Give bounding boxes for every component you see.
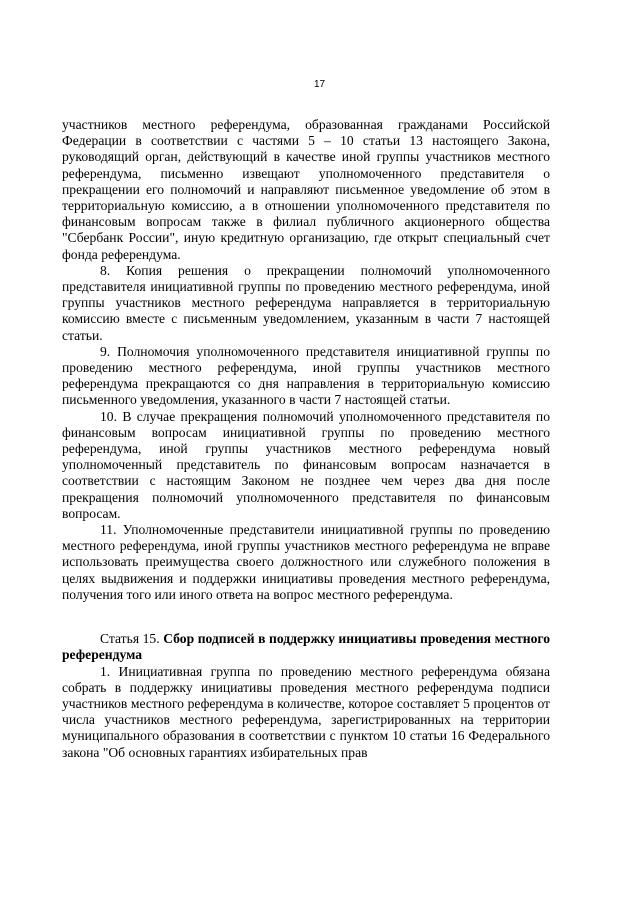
paragraph-8: 8. Копия решения о прекращении полномочий уполномоченного представителя инициативной группы по проведению местного референдума, иной группы участников местного референдума направляется в территориальную комиссию вместе с письменным уведомлением, указанным в части 7 настоящей статьи. (62, 262, 550, 343)
paragraph-9: 9. Полномочия уполномоченного представителя инициативной группы по проведению местного референдума, иной группы участников местного референдума прекращаются со дня направления в территориальную комиссию письменного уведомления, указанного в части 7 настоящей статьи. (62, 343, 550, 408)
article-paragraph-1: 1. Инициативная группа по проведению местного референдума обязана собрать в поддержку инициативы проведения местного референдума подписи участников местного референдума в количестве, которое составляет 5 процентов от числа участников местного референдума, зарегистрированных на территории муниципального образования в соответствии с пунктом 10 статьи 16 Федерального закона "Об основных гарантиях избирательных прав (62, 663, 550, 760)
page-number: 17 (313, 79, 326, 90)
paragraph-continuation: участников местного референдума, образованная гражданами Российской Федерации в соответствии с частями 5 – 10 статьи 13 настоящего Закона, руководящий орган, действующий в качестве иной группы участников местного референдума, письменно извещают уполномоченного представителя о прекращении его полномочий и направляют письменное уведомление об этом в территориальную комиссию, а в отношении уполномоченного представителя по финансовым вопросам также в филиал публичного акционерного общества "Сбербанк России", иную кредитную организацию, где открыт специальный счет фонда референдума. (62, 117, 550, 262)
paragraph-11: 11. Уполномоченные представители инициативной группы по проведению местного референдума, иной группы участников местного референдума не вправе использовать преимущества своего должностного или служебного положения в целях выдвижения и поддержки инициативы проведения местного референдума, получения того или иного ответа на вопрос местного референдума. (62, 522, 550, 602)
article-title: Сбор подписей в поддержку инициативы проведения местного референдума (62, 631, 551, 663)
document-body (62, 117, 550, 761)
paragraph-10: 10. В случае прекращения полномочий уполномоченного представителя по финансовым вопросам инициативной группы по проведению местного референдума, иной группы участников местного референдума новый уполномоченный представитель по финансовым вопросам назначается в соответствии с настоящим Законом не позднее чем через два дня после прекращения полномочий уполномоченного представителя по финансовым вопросам. (62, 408, 550, 521)
article-label: Статья 15. (100, 631, 160, 647)
article-heading (62, 631, 550, 663)
